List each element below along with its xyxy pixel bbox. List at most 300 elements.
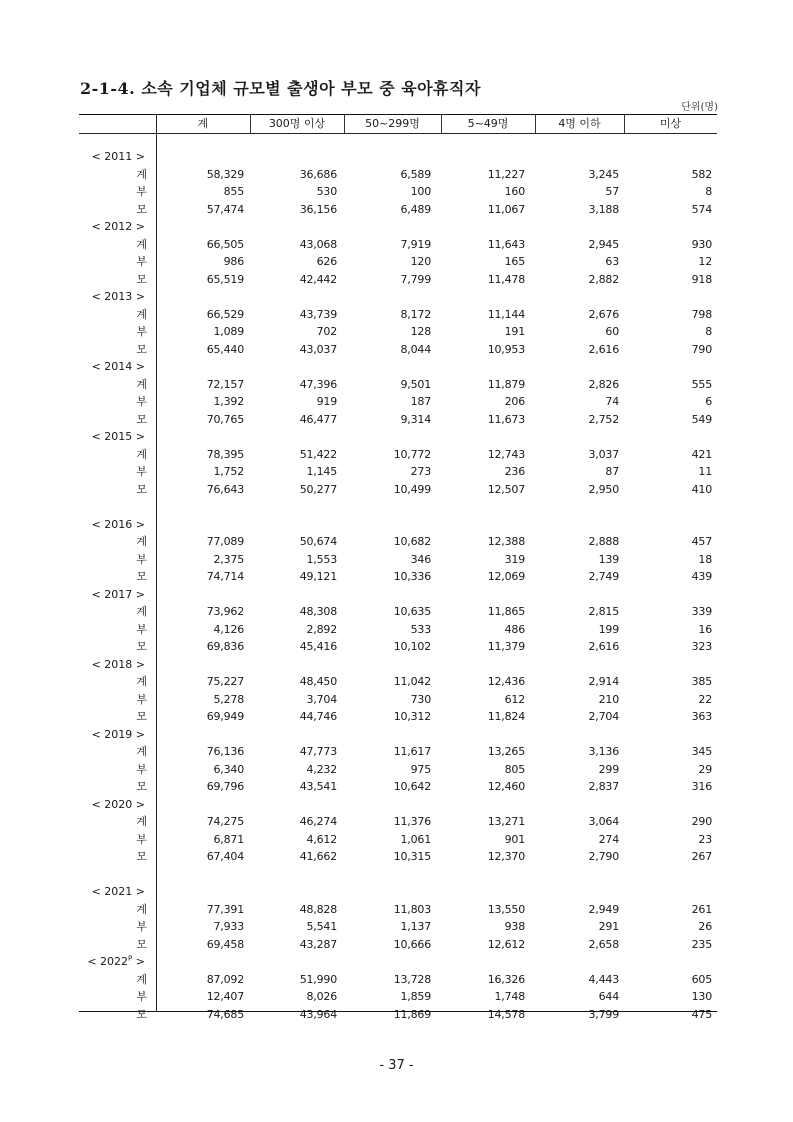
cell-unknown: 582 xyxy=(691,167,712,181)
row-father xyxy=(79,691,717,709)
cell-total: 67,404 xyxy=(206,850,244,863)
cell-300-plus: 43,068 xyxy=(299,237,337,251)
page-title: 2-1-4. 소속 기업체 규모별 출생아 부모 중 육아휴직자 xyxy=(80,79,481,98)
cell-total: 6,340 xyxy=(213,762,244,776)
page-number: - 37 - xyxy=(379,1058,414,1073)
year-heading-row xyxy=(79,656,717,674)
cell-total: 5,278 xyxy=(213,692,244,706)
cell-5-49: 13,271 xyxy=(487,815,525,828)
cell-4-or-less: 60 xyxy=(605,325,619,338)
cell-unknown: 12 xyxy=(698,255,712,268)
cell-300-plus: 36,686 xyxy=(299,167,337,181)
row-label: 모 xyxy=(136,1007,147,1021)
cell-4-or-less: 274 xyxy=(598,832,619,846)
cell-unknown: 26 xyxy=(698,920,712,933)
year-label-text: < 2012 > xyxy=(91,220,145,233)
cell-5-49: 13,550 xyxy=(487,902,525,916)
cell-300-plus: 919 xyxy=(316,395,337,408)
cell-total: 69,949 xyxy=(206,710,244,723)
cell-300-plus: 48,828 xyxy=(299,902,337,916)
year-label xyxy=(79,586,145,604)
row-mother xyxy=(79,568,717,586)
year-heading-row xyxy=(79,586,717,604)
cell-4-or-less: 3,245 xyxy=(588,167,619,181)
cell-unknown: 323 xyxy=(691,640,712,653)
row-label: 부 xyxy=(136,692,147,706)
row-label: 모 xyxy=(136,412,147,426)
cell-5-49: 10,953 xyxy=(487,342,525,356)
cell-50-299: 7,919 xyxy=(400,237,431,251)
row-label: 부 xyxy=(136,395,147,408)
row-mother xyxy=(79,481,717,499)
column-header-4-or-less: 4명 이하 xyxy=(558,117,601,130)
row-mother xyxy=(79,341,717,359)
cell-unknown: 16 xyxy=(698,622,712,636)
cell-total: 66,505 xyxy=(206,237,244,251)
row-label: 부 xyxy=(136,325,147,338)
row-label: 계 xyxy=(136,815,147,828)
row-label: 부 xyxy=(136,255,147,268)
year-heading-row xyxy=(79,796,717,814)
cell-50-299: 11,376 xyxy=(393,815,431,828)
row-label: 부 xyxy=(136,920,147,933)
cell-4-or-less: 644 xyxy=(598,990,619,1003)
row-label: 계 xyxy=(136,237,147,251)
row-father xyxy=(79,393,717,411)
year-label-text: < 2019 > xyxy=(91,727,145,741)
cell-4-or-less: 3,799 xyxy=(588,1007,619,1021)
cell-5-49: 16,326 xyxy=(487,972,525,986)
cell-4-or-less: 2,676 xyxy=(588,307,619,321)
row-total xyxy=(79,971,717,989)
cell-5-49: 11,379 xyxy=(487,640,525,653)
row-total xyxy=(79,236,717,254)
column-header-total: 계 xyxy=(197,117,209,130)
cell-50-299: 6,589 xyxy=(400,167,431,181)
cell-50-299: 975 xyxy=(410,762,431,776)
cell-300-plus: 5,541 xyxy=(306,920,337,933)
row-total xyxy=(79,743,717,761)
row-father xyxy=(79,183,717,201)
column-header-300-plus: 300명 이상 xyxy=(268,117,326,130)
year-heading-row xyxy=(79,288,717,306)
cell-300-plus: 3,704 xyxy=(306,692,337,706)
row-label: 모 xyxy=(136,202,147,216)
cell-unknown: 29 xyxy=(698,762,712,776)
row-label: 부 xyxy=(136,832,147,846)
column-header-unknown: 미상 xyxy=(659,117,682,130)
cell-unknown: 410 xyxy=(691,482,712,496)
column-header-5-49: 5~49명 xyxy=(467,117,509,130)
cell-50-299: 10,666 xyxy=(393,937,431,951)
cell-300-plus: 4,612 xyxy=(306,832,337,846)
row-label: 모 xyxy=(136,937,147,951)
cell-unknown: 798 xyxy=(691,307,712,321)
cell-300-plus: 702 xyxy=(316,325,337,338)
row-label: 모 xyxy=(136,640,147,653)
cell-50-299: 10,499 xyxy=(393,482,431,496)
row-label: 모 xyxy=(136,342,147,356)
cell-5-49: 12,507 xyxy=(487,482,525,496)
row-total xyxy=(79,446,717,464)
year-heading-row xyxy=(79,358,717,376)
year-label-text: < 2022 xyxy=(87,955,129,968)
cell-50-299: 533 xyxy=(410,622,431,636)
cell-5-49: 319 xyxy=(504,552,525,566)
cell-4-or-less: 291 xyxy=(598,920,619,933)
cell-300-plus: 8,026 xyxy=(306,990,337,1003)
cell-4-or-less: 210 xyxy=(598,692,619,706)
cell-unknown: 555 xyxy=(691,377,712,391)
cell-300-plus: 43,739 xyxy=(299,307,337,321)
row-mother xyxy=(79,778,717,796)
cell-300-plus: 49,121 xyxy=(299,570,337,583)
cell-50-299: 1,137 xyxy=(400,920,431,933)
cell-5-49: 206 xyxy=(504,395,525,408)
cell-total: 2,375 xyxy=(213,552,244,566)
row-label: 모 xyxy=(136,850,147,863)
year-label-text: < 2020 > xyxy=(91,797,145,811)
cell-unknown: 345 xyxy=(691,745,712,758)
row-mother xyxy=(79,936,717,954)
year-label xyxy=(79,796,145,814)
row-total xyxy=(79,376,717,394)
cell-unknown: 261 xyxy=(691,902,712,916)
row-total xyxy=(79,603,717,621)
cell-50-299: 8,172 xyxy=(400,307,431,321)
cell-4-or-less: 2,882 xyxy=(588,272,619,286)
cell-unknown: 605 xyxy=(691,972,712,986)
spacer-row xyxy=(79,498,717,516)
cell-300-plus: 41,662 xyxy=(299,850,337,863)
row-label: 계 xyxy=(136,675,147,688)
row-total xyxy=(79,901,717,919)
year-label xyxy=(79,726,145,744)
cell-total: 65,440 xyxy=(206,342,244,356)
cell-300-plus: 36,156 xyxy=(299,202,337,216)
cell-unknown: 421 xyxy=(691,447,712,461)
year-label-text: < 2016 > xyxy=(91,517,145,531)
year-heading-row xyxy=(79,428,717,446)
row-mother xyxy=(79,708,717,726)
cell-4-or-less: 2,616 xyxy=(588,640,619,653)
cell-4-or-less: 2,950 xyxy=(588,482,619,496)
cell-5-49: 12,612 xyxy=(487,937,525,951)
cell-unknown: 18 xyxy=(698,552,712,566)
cell-5-49: 11,879 xyxy=(487,377,525,391)
cell-50-299: 120 xyxy=(410,255,431,268)
cell-unknown: 790 xyxy=(691,342,712,356)
cell-4-or-less: 4,443 xyxy=(588,972,619,986)
cell-50-299: 273 xyxy=(410,465,431,478)
cell-300-plus: 47,396 xyxy=(299,377,337,391)
statistics-table xyxy=(79,114,717,1021)
cell-unknown: 316 xyxy=(691,780,712,793)
cell-300-plus: 530 xyxy=(316,185,337,198)
year-label-end: > xyxy=(132,955,145,968)
cell-300-plus: 47,773 xyxy=(299,745,337,758)
cell-50-299: 7,799 xyxy=(400,272,431,286)
unit-label: 단위(명) xyxy=(681,102,718,113)
cell-total: 69,458 xyxy=(206,937,244,951)
cell-4-or-less: 3,064 xyxy=(588,815,619,828)
cell-50-299: 10,772 xyxy=(393,447,431,461)
cell-50-299: 10,312 xyxy=(393,710,431,723)
cell-total: 4,126 xyxy=(213,622,244,636)
column-header-50-299: 50~299명 xyxy=(365,117,420,130)
row-label: 계 xyxy=(136,605,147,618)
row-father xyxy=(79,621,717,639)
row-label: 모 xyxy=(136,710,147,723)
cell-4-or-less: 2,749 xyxy=(588,570,619,583)
cell-4-or-less: 2,616 xyxy=(588,342,619,356)
cell-unknown: 8 xyxy=(705,185,712,198)
row-label: 부 xyxy=(136,465,147,478)
year-label xyxy=(79,288,145,306)
cell-50-299: 1,859 xyxy=(400,990,431,1003)
row-total xyxy=(79,673,717,691)
cell-unknown: 22 xyxy=(698,692,712,706)
row-father xyxy=(79,551,717,569)
cell-4-or-less: 2,752 xyxy=(588,412,619,426)
cell-total: 70,765 xyxy=(206,412,244,426)
cell-total: 77,391 xyxy=(206,902,244,916)
row-label: 모 xyxy=(136,272,147,286)
cell-300-plus: 43,541 xyxy=(299,780,337,793)
cell-50-299: 8,044 xyxy=(400,342,431,356)
cell-300-plus: 50,277 xyxy=(299,482,337,496)
cell-50-299: 10,635 xyxy=(393,605,431,618)
year-heading-row xyxy=(79,953,717,971)
cell-unknown: 930 xyxy=(691,237,712,251)
cell-5-49: 12,743 xyxy=(487,447,525,461)
row-total xyxy=(79,306,717,324)
row-label: 계 xyxy=(136,447,147,461)
cell-unknown: 385 xyxy=(691,675,712,688)
cell-4-or-less: 2,815 xyxy=(588,605,619,618)
row-mother xyxy=(79,1006,717,1024)
cell-unknown: 457 xyxy=(691,535,712,548)
cell-50-299: 11,042 xyxy=(393,675,431,688)
year-heading-row xyxy=(79,516,717,534)
cell-total: 87,092 xyxy=(206,972,244,986)
cell-unknown: 235 xyxy=(691,937,712,951)
cell-unknown: 11 xyxy=(698,465,712,478)
cell-total: 855 xyxy=(223,185,244,198)
cell-total: 1,752 xyxy=(213,465,244,478)
cell-4-or-less: 299 xyxy=(598,762,619,776)
cell-300-plus: 48,308 xyxy=(299,605,337,618)
cell-5-49: 236 xyxy=(504,465,525,478)
cell-50-299: 10,336 xyxy=(393,570,431,583)
row-mother xyxy=(79,411,717,429)
year-label xyxy=(79,358,145,376)
cell-5-49: 11,227 xyxy=(487,167,525,181)
cell-5-49: 901 xyxy=(504,832,525,846)
cell-4-or-less: 2,945 xyxy=(588,237,619,251)
row-father xyxy=(79,323,717,341)
cell-5-49: 160 xyxy=(504,185,525,198)
cell-total: 72,157 xyxy=(206,377,244,391)
cell-4-or-less: 57 xyxy=(605,185,619,198)
cell-300-plus: 51,990 xyxy=(299,972,337,986)
cell-50-299: 346 xyxy=(410,552,431,566)
year-heading-row xyxy=(79,148,717,166)
cell-unknown: 130 xyxy=(691,990,712,1003)
year-label xyxy=(79,883,145,901)
cell-50-299: 10,102 xyxy=(393,640,431,653)
cell-total: 76,136 xyxy=(206,745,244,758)
row-label: 모 xyxy=(136,570,147,583)
cell-4-or-less: 2,949 xyxy=(588,902,619,916)
year-label xyxy=(79,953,145,971)
cell-5-49: 165 xyxy=(504,255,525,268)
cell-4-or-less: 2,704 xyxy=(588,710,619,723)
cell-total: 57,474 xyxy=(206,202,244,216)
year-label-text: < 2018 > xyxy=(91,657,145,671)
cell-5-49: 1,748 xyxy=(494,990,525,1003)
cell-5-49: 12,069 xyxy=(487,570,525,583)
row-label: 계 xyxy=(136,167,147,181)
cell-300-plus: 43,964 xyxy=(299,1007,337,1021)
cell-unknown: 23 xyxy=(698,832,712,846)
cell-5-49: 11,643 xyxy=(487,237,525,251)
cell-total: 986 xyxy=(223,255,244,268)
row-label: 모 xyxy=(136,780,147,793)
year-label xyxy=(79,148,145,166)
header-bottom-rule xyxy=(79,133,717,134)
cell-50-299: 100 xyxy=(410,185,431,198)
year-label-text: < 2015 > xyxy=(91,430,145,443)
year-label xyxy=(79,218,145,236)
row-label: 부 xyxy=(136,185,147,198)
cell-4-or-less: 2,826 xyxy=(588,377,619,391)
cell-300-plus: 51,422 xyxy=(299,447,337,461)
cell-300-plus: 43,287 xyxy=(299,937,337,951)
cell-unknown: 574 xyxy=(691,202,712,216)
cell-5-49: 11,824 xyxy=(487,710,525,723)
cell-4-or-less: 2,658 xyxy=(588,937,619,951)
cell-300-plus: 44,746 xyxy=(299,710,337,723)
row-label: 모 xyxy=(136,482,147,496)
cell-total: 74,714 xyxy=(206,570,244,583)
row-label: 부 xyxy=(136,762,147,776)
cell-5-49: 612 xyxy=(504,692,525,706)
cell-unknown: 339 xyxy=(691,605,712,618)
cell-50-299: 9,314 xyxy=(400,412,431,426)
cell-unknown: 8 xyxy=(705,325,712,338)
cell-total: 74,685 xyxy=(206,1007,244,1021)
cell-4-or-less: 74 xyxy=(605,395,619,408)
cell-5-49: 191 xyxy=(504,325,525,338)
row-total xyxy=(79,166,717,184)
cell-300-plus: 626 xyxy=(316,255,337,268)
cell-total: 1,089 xyxy=(213,325,244,338)
table-bottom-rule xyxy=(79,1011,717,1012)
cell-5-49: 12,460 xyxy=(487,780,525,793)
cell-4-or-less: 2,790 xyxy=(588,850,619,863)
cell-total: 74,275 xyxy=(206,815,244,828)
row-label: 계 xyxy=(136,902,147,916)
cell-unknown: 475 xyxy=(691,1007,712,1021)
year-label xyxy=(79,428,145,446)
row-mother xyxy=(79,848,717,866)
row-father xyxy=(79,253,717,271)
year-label xyxy=(79,656,145,674)
cell-total: 7,933 xyxy=(213,920,244,933)
cell-total: 12,407 xyxy=(206,990,244,1003)
cell-50-299: 10,682 xyxy=(393,535,431,548)
cell-300-plus: 46,274 xyxy=(299,815,337,828)
table-body xyxy=(79,148,717,1023)
cell-5-49: 11,673 xyxy=(487,412,525,426)
row-father xyxy=(79,761,717,779)
row-father xyxy=(79,988,717,1006)
cell-unknown: 6 xyxy=(705,395,712,408)
cell-5-49: 13,265 xyxy=(487,745,525,758)
cell-300-plus: 4,232 xyxy=(306,762,337,776)
cell-4-or-less: 139 xyxy=(598,552,619,566)
cell-50-299: 6,489 xyxy=(400,202,431,216)
year-label-text: < 2011 > xyxy=(91,150,145,163)
row-label: 계 xyxy=(136,307,147,321)
year-label-text: < 2017 > xyxy=(91,587,145,601)
cell-5-49: 12,436 xyxy=(487,675,525,688)
row-mother xyxy=(79,271,717,289)
cell-total: 77,089 xyxy=(206,535,244,548)
cell-50-299: 10,315 xyxy=(393,850,431,863)
cell-5-49: 486 xyxy=(504,622,525,636)
cell-5-49: 805 xyxy=(504,762,525,776)
cell-5-49: 11,865 xyxy=(487,605,525,618)
row-label: 계 xyxy=(136,972,147,986)
cell-total: 69,796 xyxy=(206,780,244,793)
cell-50-299: 13,728 xyxy=(393,972,431,986)
cell-50-299: 128 xyxy=(410,325,431,338)
preliminary-mark: P xyxy=(128,954,133,963)
year-heading-row xyxy=(79,883,717,901)
cell-total: 6,871 xyxy=(213,832,244,846)
year-label-text: < 2021 > xyxy=(91,885,145,898)
cell-50-299: 1,061 xyxy=(400,832,431,846)
cell-4-or-less: 3,037 xyxy=(588,447,619,461)
cell-300-plus: 50,674 xyxy=(299,535,337,548)
cell-unknown: 363 xyxy=(691,710,712,723)
row-label: 부 xyxy=(136,622,147,636)
cell-total: 78,395 xyxy=(206,447,244,461)
cell-5-49: 11,478 xyxy=(487,272,525,286)
cell-unknown: 918 xyxy=(691,272,712,286)
cell-5-49: 12,388 xyxy=(487,535,525,548)
cell-total: 73,962 xyxy=(206,605,244,618)
cell-50-299: 11,617 xyxy=(393,745,431,758)
row-father xyxy=(79,831,717,849)
year-label-text: < 2014 > xyxy=(91,360,145,373)
cell-50-299: 11,803 xyxy=(393,902,431,916)
cell-5-49: 14,578 xyxy=(487,1007,525,1021)
cell-300-plus: 46,477 xyxy=(299,412,337,426)
cell-unknown: 439 xyxy=(691,570,712,583)
cell-unknown: 549 xyxy=(691,412,712,426)
cell-total: 76,643 xyxy=(206,482,244,496)
cell-300-plus: 1,145 xyxy=(306,465,337,478)
cell-4-or-less: 3,188 xyxy=(588,202,619,216)
cell-300-plus: 48,450 xyxy=(299,675,337,688)
cell-300-plus: 45,416 xyxy=(299,640,337,653)
cell-5-49: 938 xyxy=(504,920,525,933)
cell-300-plus: 1,553 xyxy=(306,552,337,566)
cell-total: 69,836 xyxy=(206,640,244,653)
